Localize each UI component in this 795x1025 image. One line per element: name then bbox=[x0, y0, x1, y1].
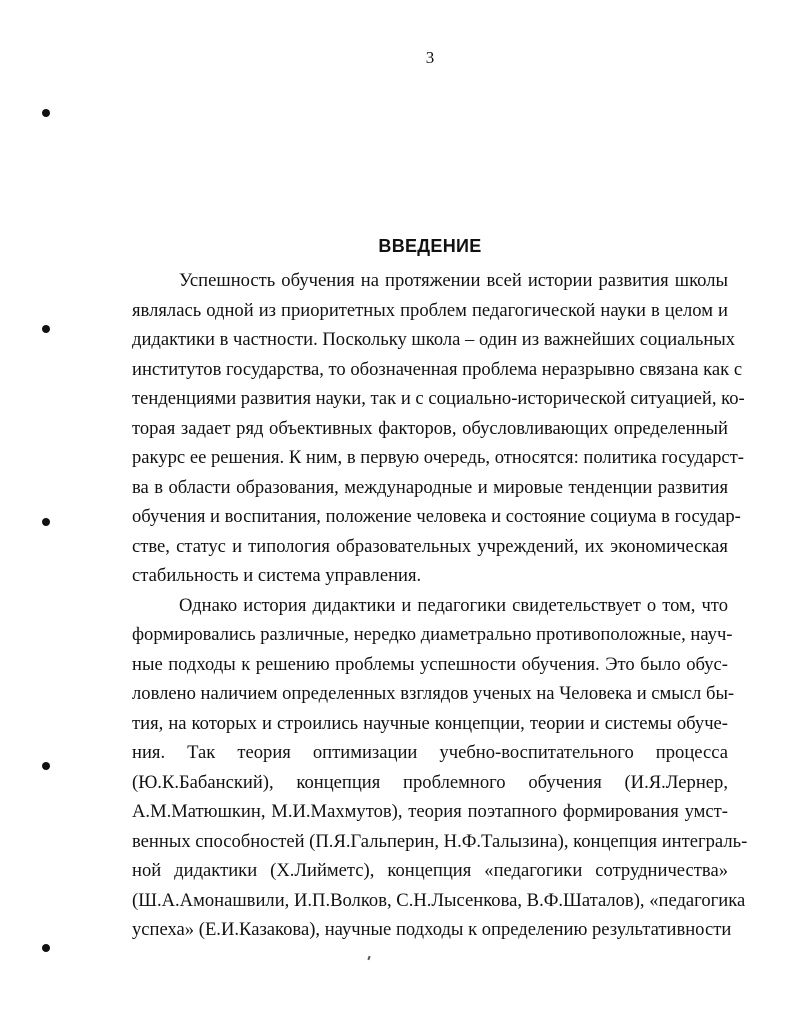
text-line: стве, статус и типология образовательных учреждений, их экономическая bbox=[132, 535, 728, 557]
margin-dot bbox=[42, 325, 50, 333]
text-line: успеха» (Е.И.Казакова), научные подходы к определению результативности bbox=[132, 919, 732, 940]
margin-dot bbox=[42, 762, 50, 770]
text-line: ния. Так теория оптимизации учебно-воспитательного процесса bbox=[132, 742, 728, 763]
paragraph-2 bbox=[132, 591, 748, 945]
text-line: А.М.Матюшкин, М.И.Махмутов), теория поэтапного формирования умст- bbox=[132, 801, 728, 822]
text-line: обучения и воспитания, положение человека и состояние социума в государ- bbox=[132, 506, 741, 527]
text-line: ракурс ее решения. К ним, в первую очередь, относятся: политика государст- bbox=[132, 447, 744, 468]
margin-dot bbox=[42, 109, 50, 117]
text-line: являлась одной из приоритетных проблем педагогической науки в целом и bbox=[132, 299, 728, 321]
text-line: ва в области образования, международные и мировые тенденции развития bbox=[132, 476, 728, 498]
page-number: 3 bbox=[425, 48, 435, 67]
text-line: ные подходы к решению проблемы успешности обучения. Это было обус- bbox=[132, 653, 728, 675]
margin-dot bbox=[42, 944, 50, 952]
text-line: Успешность обучения на протяжении всей истории развития школы bbox=[179, 270, 728, 291]
text-line: тия, на которых и строились научные концепции, теории и системы обуче- bbox=[132, 712, 728, 734]
text-line: институтов государства, то обозначенная проблема неразрывно связана как с bbox=[132, 358, 743, 380]
text-line: торая задает ряд объективных факторов, обусловливающих определенный bbox=[132, 417, 728, 439]
text-line: (Ю.К.Бабанский), концепция проблемного обучения (И.Я.Лернер, bbox=[132, 771, 728, 793]
text-line: ной дидактики (Х.Лийметс), концепция «педагогики сотрудничества» bbox=[132, 860, 728, 881]
text-line: ловлено наличием определенных взглядов ученых на Человека и смысл бы- bbox=[132, 683, 735, 704]
section-heading: ВВЕДЕНИЕ bbox=[378, 236, 482, 256]
text-line: стабильность и система управления. bbox=[132, 565, 422, 586]
text-line: дидактики в частности. Поскольку школа – один из важнейших социальных bbox=[132, 329, 736, 350]
text-line: Однако история дидактики и педагогики свидетельствует о том, что bbox=[179, 594, 728, 616]
text-line: формировались различные, нередко диаметрально противоположные, науч- bbox=[132, 624, 733, 645]
text-line: тенденциями развития науки, так и с социально-исторической ситуацией, ко- bbox=[132, 388, 745, 409]
paragraph-1 bbox=[132, 266, 745, 591]
margin-dot bbox=[42, 518, 50, 526]
body-text bbox=[132, 266, 748, 945]
text-line: (Ш.А.Амонашвили, И.П.Волков, С.Н.Лысенкова, В.Ф.Шаталов), «педагогика bbox=[132, 889, 746, 911]
text-line: венных способностей (П.Я.Гальперин, Н.Ф.Талызина), концепция интеграль- bbox=[132, 830, 748, 852]
scan-speck bbox=[367, 956, 370, 960]
